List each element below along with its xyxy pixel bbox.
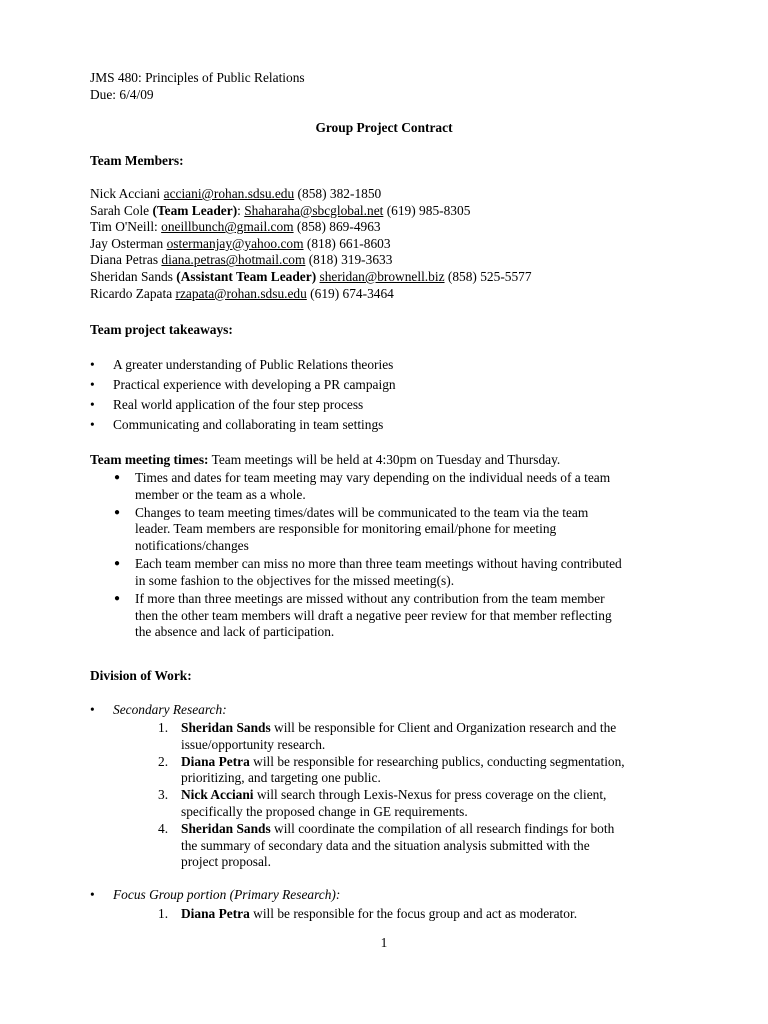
takeaway-item <box>90 417 728 434</box>
team-members-list <box>90 186 728 302</box>
member-email-link[interactable]: sheridan@brownell.biz <box>319 268 445 284</box>
member-name: Tim O'Neill: <box>90 219 162 235</box>
assignment-text: will coordinate the compilation of all research findings for both <box>270 821 615 837</box>
numbered-item-line <box>90 754 728 771</box>
secondary-research-colon: : <box>222 702 227 717</box>
numbered-item <box>90 821 728 871</box>
meeting-times-paragraph <box>90 452 728 469</box>
team-member-row <box>90 219 728 236</box>
member-phone: (858) 525-5577 <box>444 268 532 284</box>
assignment-text: project proposal. <box>181 854 271 870</box>
meeting-rule-item <box>90 556 728 589</box>
bullet-icon: • <box>90 416 95 432</box>
team-members-heading: Team Members: <box>90 153 184 168</box>
assignment-text: issue/opportunity research. <box>181 736 326 752</box>
meeting-rule-text: then the other team members will draft a negative peer review for that member reflecting <box>135 607 612 623</box>
numbered-item <box>90 787 728 820</box>
item-number: 1. <box>158 720 169 735</box>
team-member-row <box>90 269 728 286</box>
takeaway-text: Communicating and collaborating in team settings <box>113 416 384 432</box>
member-role-separator: : <box>237 202 245 218</box>
member-email-link[interactable]: acciani@rohan.sdsu.edu <box>163 186 295 201</box>
bullet-icon: • <box>90 887 95 902</box>
bullet-icon: • <box>90 702 95 717</box>
numbered-item-line <box>90 720 728 737</box>
bullet-icon: ● <box>114 592 121 604</box>
assignment-text: the summary of secondary data and the situation analysis submitted with the <box>181 837 590 853</box>
numbered-item-line <box>90 787 728 804</box>
bullet-icon: • <box>90 357 95 372</box>
member-email-link[interactable]: oneillbunch@gmail.com <box>161 219 294 235</box>
item-number: 2. <box>158 753 169 769</box>
meeting-rule-line <box>90 608 728 625</box>
meeting-times-heading: Team meeting times: <box>90 452 209 467</box>
course-title: JMS 480: Principles of Public Relations <box>90 70 305 85</box>
takeaway-text: A greater understanding of Public Relations theories <box>113 357 394 372</box>
document-title: Group Project Contract <box>315 120 453 135</box>
numbered-item-line <box>90 838 728 855</box>
meeting-rule-line <box>90 556 728 573</box>
team-member-row <box>90 186 728 203</box>
meeting-rule-item <box>90 470 728 503</box>
member-name: Ricardo Zapata <box>90 285 176 301</box>
meeting-rule-text: member or the team as a whole. <box>135 486 306 502</box>
meeting-times-text: Team meetings will be held at 4:30pm on Tuesday and Thursday. <box>208 452 561 467</box>
meeting-rules-list <box>90 470 728 642</box>
page-number: 1 <box>380 935 388 950</box>
meeting-rule-line <box>90 470 728 487</box>
meeting-rule-item <box>90 505 728 555</box>
item-number: 4. <box>158 821 169 837</box>
bullet-icon: • <box>90 376 95 392</box>
assignee-name: Sheridan Sands <box>181 720 271 735</box>
member-phone: (858) 382-1850 <box>294 186 382 201</box>
member-name: Nick Acciani <box>90 186 164 201</box>
numbered-item-line <box>90 804 728 821</box>
numbered-item-line <box>90 906 728 923</box>
assignee-name: Sheridan Sands <box>181 821 271 837</box>
takeaway-text: Real world application of the four step process <box>113 396 364 412</box>
focus-group-section <box>90 887 728 904</box>
meeting-rule-text: Each team member can miss no more than three team meetings without having contributed <box>135 556 622 572</box>
numbered-item-line <box>90 770 728 787</box>
due-date: Due: 6/4/09 <box>90 86 154 102</box>
bullet-icon: • <box>90 396 95 412</box>
numbered-item <box>90 720 728 753</box>
bullet-icon: ● <box>114 558 121 570</box>
meeting-rule-text: notifications/changes <box>135 537 249 553</box>
meeting-rule-line <box>90 624 728 641</box>
assignment-text: will search through Lexis-Nexus for press coverage on the client, <box>253 787 607 803</box>
bullet-icon: ● <box>114 472 121 483</box>
member-email-link[interactable]: Shaharaha@sbcglobal.net <box>244 202 384 218</box>
member-phone: (619) 985-8305 <box>383 202 471 218</box>
assignee-name: Diana Petra <box>181 906 250 921</box>
assignment-text: will be responsible for researching publics, conducting segmentation, <box>249 753 625 769</box>
meeting-rule-text: the absence and lack of participation. <box>135 624 335 640</box>
member-name: Sheridan Sands <box>90 268 177 284</box>
member-phone: (858) 869-4963 <box>293 219 381 235</box>
takeaways-list <box>90 357 728 437</box>
focus-group-list <box>90 906 728 923</box>
meeting-rule-text: leader. Team members are responsible for monitoring email/phone for meeting <box>135 521 557 537</box>
takeaway-text: Practical experience with developing a PR campaign <box>113 376 396 392</box>
meeting-rule-text: in some fashion to the objectives for the missed meeting(s). <box>135 572 455 588</box>
member-email-link[interactable]: ostermanjay@yahoo.com <box>166 235 304 251</box>
secondary-research-list <box>90 720 728 871</box>
member-phone: (619) 674-3464 <box>306 285 394 301</box>
numbered-item <box>90 906 728 923</box>
assignment-text: specifically the proposed change in GE requirements. <box>181 803 468 819</box>
member-name: Jay Osterman <box>90 235 167 251</box>
document-header <box>90 70 728 103</box>
member-phone: (818) 319-3633 <box>305 252 393 268</box>
assignment-text: will be responsible for Client and Organization research and the <box>270 720 617 735</box>
numbered-item-line <box>90 821 728 838</box>
member-name: Sarah Cole <box>90 202 153 218</box>
takeaways-heading: Team project takeaways: <box>90 322 233 337</box>
member-email-link[interactable]: diana.petras@hotmail.com <box>161 252 306 268</box>
member-role: (Assistant Team Leader) <box>176 268 317 284</box>
focus-group-label: Focus Group portion (Primary Research): <box>113 887 341 902</box>
team-member-row <box>90 203 728 220</box>
meeting-rule-line <box>90 505 728 522</box>
item-number: 1. <box>158 906 169 921</box>
meeting-rule-line <box>90 487 728 504</box>
item-number: 3. <box>158 787 169 803</box>
member-email-link[interactable]: rzapata@rohan.sdsu.edu <box>175 285 307 301</box>
meeting-rule-text: Times and dates for team meeting may vary depending on the individual needs of a team <box>135 470 611 485</box>
meeting-rule-item <box>90 591 728 641</box>
team-member-row <box>90 236 728 253</box>
meeting-rule-text: If more than three meetings are missed without any contribution from the team member <box>135 590 605 606</box>
meeting-rule-text: Changes to team meeting times/dates will be communicated to the team via the team <box>135 504 589 520</box>
secondary-research-label: Secondary Research <box>113 702 223 717</box>
takeaway-item <box>90 397 728 414</box>
takeaway-item <box>90 357 728 374</box>
numbered-item <box>90 754 728 787</box>
assignment-text: prioritizing, and targeting one public. <box>181 770 381 786</box>
meeting-rule-line <box>90 591 728 608</box>
numbered-item-line <box>90 854 728 871</box>
secondary-research-section <box>90 702 728 719</box>
meeting-rule-line <box>90 521 728 538</box>
team-member-row <box>90 252 728 269</box>
bullet-icon: ● <box>114 506 121 518</box>
team-member-row <box>90 286 728 303</box>
meeting-rule-line <box>90 573 728 590</box>
meeting-rule-line <box>90 538 728 555</box>
assignee-name: Diana Petra <box>181 753 250 769</box>
takeaway-item <box>90 377 728 394</box>
member-name: Diana Petras <box>90 252 162 268</box>
member-phone: (818) 661-8603 <box>303 235 391 251</box>
numbered-item-line <box>90 737 728 754</box>
assignee-name: Nick Acciani <box>181 787 254 803</box>
member-role: (Team Leader) <box>152 202 238 218</box>
assignment-text: will be responsible for the focus group and act as moderator. <box>249 906 578 921</box>
division-heading: Division of Work: <box>90 668 192 683</box>
